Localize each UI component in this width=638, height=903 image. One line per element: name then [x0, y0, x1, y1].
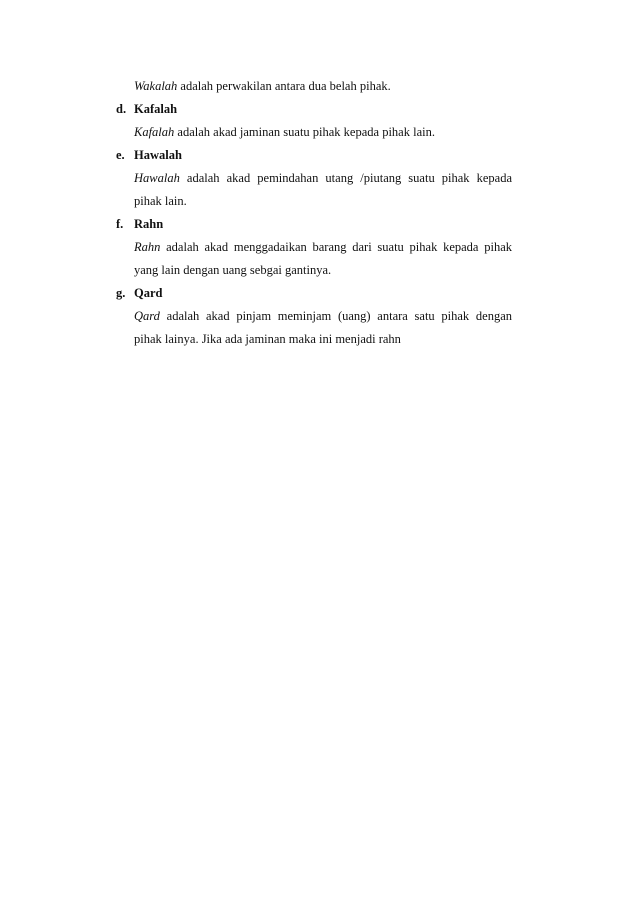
section-heading-kafalah	[116, 101, 177, 117]
section-letter: d.	[116, 102, 127, 116]
section-text: pihak lain.	[134, 194, 187, 208]
section-text-rahn-line-1	[134, 239, 512, 255]
section-text-hawalah-line-2	[134, 193, 512, 209]
section-title: Hawalah	[134, 148, 182, 162]
section-heading-rahn	[116, 216, 163, 232]
section-letter: e.	[116, 148, 125, 162]
section-title: Qard	[134, 286, 163, 300]
intro-text: adalah perwakilan antara dua belah pihak.	[177, 79, 391, 93]
section-text: adalah akad pemindahan utang /piutang suatu pihak kepada	[179, 171, 512, 185]
intro-term: Wakalah	[134, 79, 178, 93]
section-term: Rahn	[134, 240, 161, 254]
section-text: adalah akad jaminan suatu pihak kepada pihak lain.	[174, 125, 435, 139]
section-text-kafalah-line-1	[134, 124, 512, 140]
section-title: Rahn	[134, 217, 164, 231]
section-term: Kafalah	[134, 125, 175, 139]
section-heading-qard	[116, 285, 162, 301]
section-text: adalah akad menggadaikan barang dari suatu pihak kepada pihak	[160, 240, 512, 254]
section-text: yang lain dengan uang sebgai gantinya.	[134, 263, 332, 277]
intro-paragraph	[134, 78, 512, 94]
section-text: pihak lainya. Jika ada jaminan maka ini menjadi rahn	[134, 332, 401, 346]
section-term: Qard	[134, 309, 160, 323]
section-text-qard-line-1	[134, 308, 512, 324]
section-text-qard-line-2	[134, 331, 512, 347]
section-text-hawalah-line-1	[134, 170, 512, 186]
section-title: Kafalah	[134, 102, 178, 116]
section-text: adalah akad pinjam meminjam (uang) antara satu pihak dengan	[159, 309, 512, 323]
section-term: Hawalah	[134, 171, 180, 185]
section-heading-hawalah	[116, 147, 182, 163]
section-letter: f.	[116, 217, 124, 231]
section-letter: g.	[116, 286, 126, 300]
section-text-rahn-line-2	[134, 262, 512, 278]
